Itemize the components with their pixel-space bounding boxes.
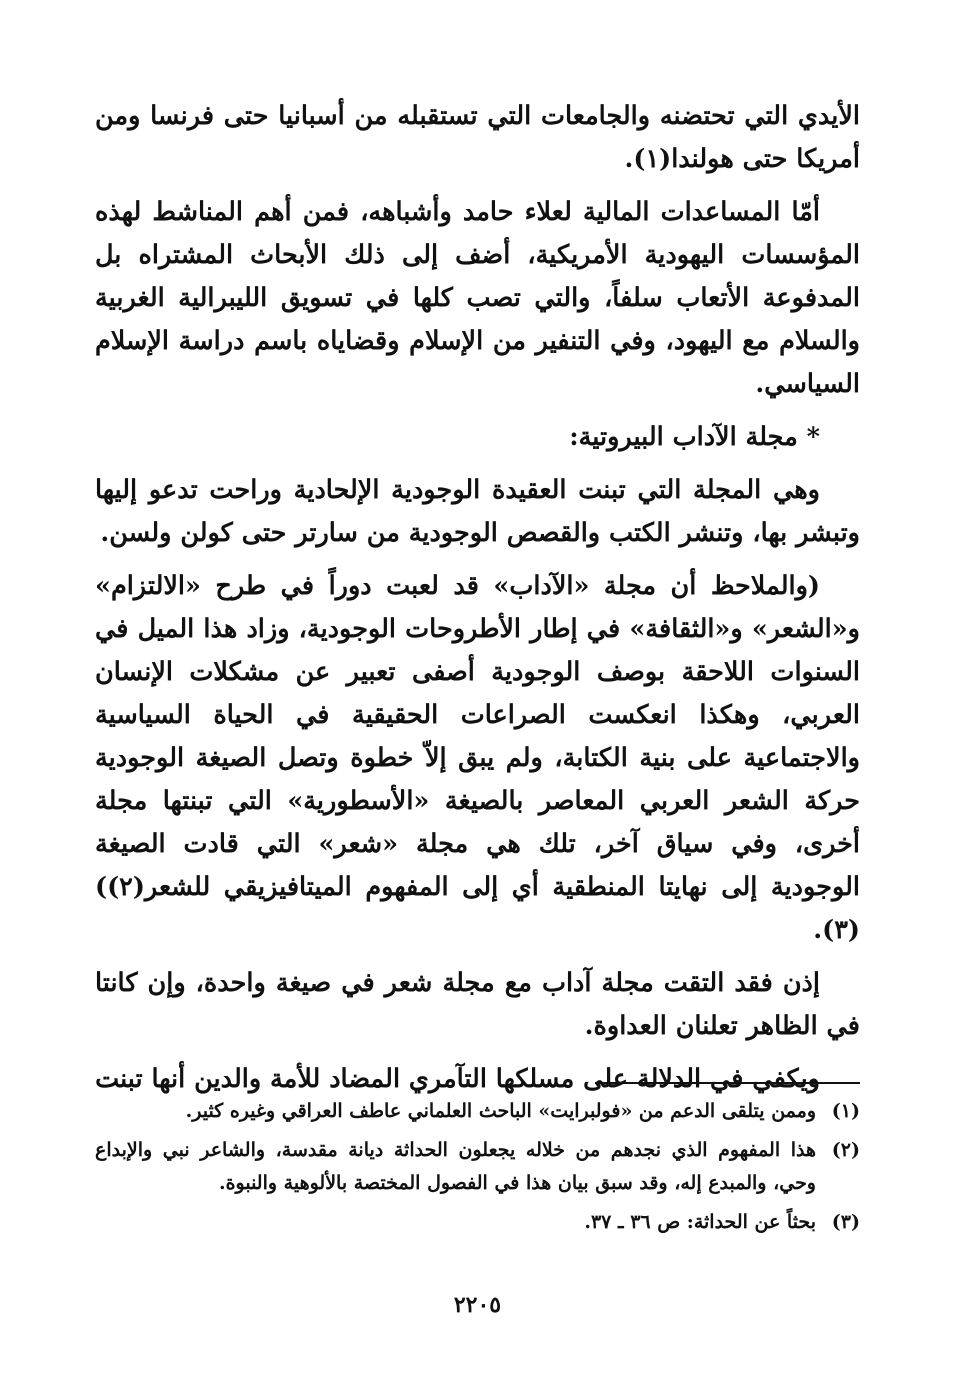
footnote-text: هذا المفهوم الذي نجدهم من خلاله يجعلون الحداثة ديانة مقدسة، والشاعر نبي والإبداع وحي، والمبدع إله، وقد سبق بيان هذا في الفصول المختصة بالألوهية والنبوة. [95, 1139, 816, 1194]
footnote-text: وممن يتلقى الدعم من «فولبرايت» الباحث العلماني عاطف العراقي وغيره كثير. [185, 1100, 816, 1122]
footnote-number: (٢) [831, 1139, 860, 1161]
footnote [95, 1134, 860, 1200]
paragraph: أمّا المساعدات المالية لعلاء حامد وأشباهه، فمن أهم المناشط لهذه المؤسسات اليهودية الأمريكية، أضف إلى ذلك الأبحاث المشتراه بل المدفوعة الأتعاب سلفاً، والتي تصب كلها في تسويق الليبرالية الغربية والسلام مع اليهود، وفي التنفير من الإسلام وقضاياه باسم دراسة الإسلام السياسي. [95, 197, 860, 399]
footnotes [95, 1095, 860, 1245]
paragraph: وهي المجلة التي تبنت العقيدة الوجودية الإلحادية وراحت تدعو إليها وتبشر بها، وتنشر الكتب والقصص الوجودية من سارتر حتى كولن ولسن. [95, 475, 860, 548]
paragraph: (والملاحظ أن مجلة «الآداب» قد لعبت دوراً في طرح «الالتزام» و«الشعر» و«الثقافة» في إطار الأطروحات الوجودية، وزاد هذا الميل في السنوات اللاحقة بوصف الوجودية أصفى تعبير عن مشكلات الإنسان العربي، وهكذا انعكست الصراعات الحقيقية في الحياة السياسية والاجتماعية على بنية الكتابة، ولم يبق إلاّ خطوة وتصل الصيغة الوجودية حركة الشعر العربي المعاصر بالصيغة «الأسطورية» التي تبنتها مجلة أخرى، وفي سياق آخر، تلك هي مجلة «شعر» التي قادت الصيغة الوجودية إلى نهايتا المنطقية أي إلى المفهوم الميتافيزيقي للشعر(٢))(٣). [95, 571, 860, 945]
footnote-number: (٣) [831, 1211, 860, 1233]
footnote-text: بحثاً عن الحداثة: ص ٣٦ ـ ٣٧. [584, 1211, 816, 1233]
section-heading: * مجلة الآداب البيروتية: [569, 422, 820, 452]
paragraph: إذن فقد التقت مجلة آداب مع مجلة شعر في صيغة واحدة، وإن كانتا في الظاهر تعلنان العداوة. [95, 968, 860, 1041]
footnote-separator [595, 1082, 860, 1084]
paragraph: ويكفي في الدلالة على مسلكها التآمري المضاد للأمة والدين أنها تبنت [95, 1064, 820, 1094]
footnote [95, 1206, 860, 1239]
paragraph: الأيدي التي تحتضنه والجامعات التي تستقبله من أسبانيا حتى فرنسا ومن أمريكا حتى هولندا(١). [95, 101, 860, 174]
main-text [95, 95, 860, 1111]
footnote [95, 1095, 860, 1128]
footnote-number: (١) [831, 1100, 860, 1122]
page-number: ٢٢٠٥ [453, 1292, 502, 1318]
